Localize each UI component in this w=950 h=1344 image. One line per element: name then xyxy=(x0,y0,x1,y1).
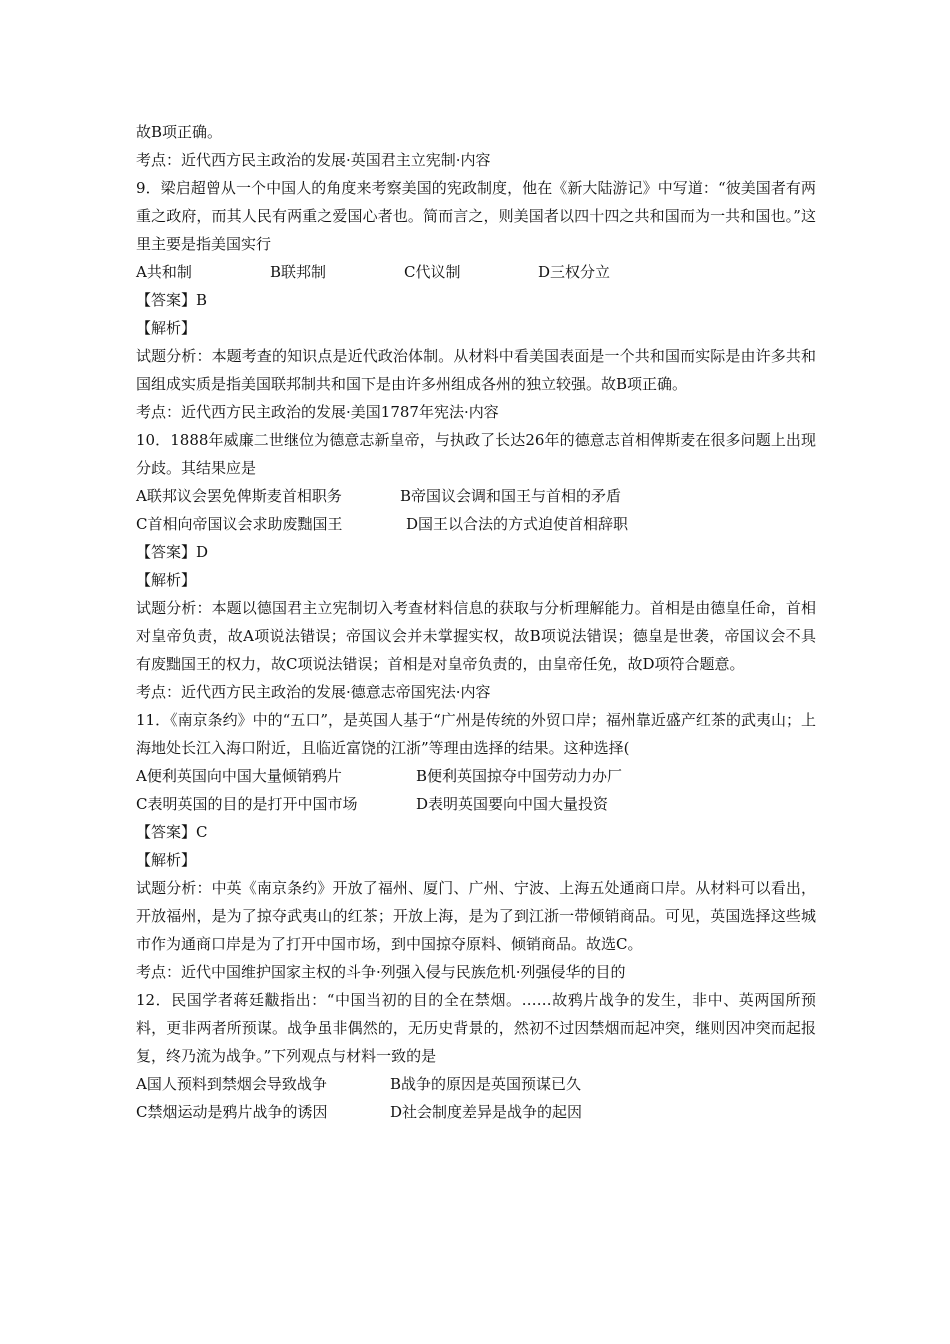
question-10-options-row-2 xyxy=(136,510,816,538)
option-a: A共和制 xyxy=(136,263,192,281)
question-10-stem: 10．1888年威廉二世继位为德意志新皇帝，与执政了长达26年的德意志首相俾斯麦在很多问题上出现分歧。其结果应是 xyxy=(136,431,816,477)
question-11-jiexi-label: 【解析】 xyxy=(136,851,197,869)
option-a: A便利英国向中国大量倾销鸦片 xyxy=(136,767,342,785)
question-11-analysis: 试题分析：中英《南京条约》开放了福州、厦门、广州、宁波、上海五处通商口岸。从材料可以看出，开放福州，是为了掠夺武夷山的红茶；开放上海，是为了到江浙一带倾销商品。可见，英国选择这些城市作为通商口岸是为了打开中国市场，到中国掠夺原料、倾销商品。故选C。 xyxy=(136,879,816,953)
question-11-stem: 11．《南京条约》中的“五口”，是英国人基于“广州是传统的外贸口岸；福州靠近盛产红茶的武夷山；上海地处长江入海口附近，且临近富饶的江浙”等理由选择的结果。这种选择( xyxy=(136,711,816,757)
question-12-options-row-1 xyxy=(136,1070,816,1098)
question-9-answer: 【答案】B xyxy=(136,291,208,309)
option-d: D三权分立 xyxy=(538,263,611,281)
question-10-options-row-1 xyxy=(136,482,816,510)
question-10-analysis: 试题分析：本题以德国君主立宪制切入考查材料信息的获取与分析理解能力。首相是由德皇任命，首相对皇帝负责，故A项说法错误；帝国议会并未掌握实权，故B项说法错误；德皇是世袭，帝国议会不具有废黜国王的权力，故C项说法错误；首相是对皇帝负责的，由皇帝任免，故D项符合题意。 xyxy=(136,599,816,673)
option-d: D国王以合法的方式迫使首相辞职 xyxy=(406,515,629,533)
option-c: C禁烟运动是鸦片战争的诱因 xyxy=(136,1103,328,1121)
question-10-answer: 【答案】D xyxy=(136,543,209,561)
question-9-kaodian: 考点：近代西方民主政治的发展·美国1787年宪法·内容 xyxy=(136,403,499,421)
option-d: D表明英国要向中国大量投资 xyxy=(416,795,609,813)
option-d: D社会制度差异是战争的起因 xyxy=(390,1103,583,1121)
option-c: C首相向帝国议会求助废黜国王 xyxy=(136,515,343,533)
question-10-kaodian: 考点：近代西方民主政治的发展·德意志帝国宪法·内容 xyxy=(136,683,491,701)
question-12-stem: 12．民国学者蒋廷黻指出：“中国当初的目的全在禁烟。……故鸦片战争的发生，非中、英两国所预料，更非两者所预谋。战争虽非偶然的，无历史背景的，然初不过因禁烟而起冲突，继则因冲突而起报复，终乃流为战争。”下列观点与材料一致的是 xyxy=(136,991,816,1065)
question-10-jiexi-label: 【解析】 xyxy=(136,571,197,589)
question-9-analysis: 试题分析：本题考查的知识点是近代政治体制。从材料中看美国表面是一个共和国而实际是由许多共和国组成实质是指美国联邦制共和国下是由许多州组成各州的独立较强。故B项正确。 xyxy=(136,347,816,393)
option-a: A联邦议会罢免俾斯麦首相职务 xyxy=(136,487,342,505)
question-9-stem: 9．梁启超曾从一个中国人的角度来考察美国的宪政制度，他在《新大陆游记》中写道：“彼美国者有两重之政府，而其人民有两重之爱国心者也。简而言之，则美国者以四十四之共和国而为一共和国也。”这里主要是指美国实行 xyxy=(136,179,816,253)
question-11-options-row-2 xyxy=(136,790,816,818)
option-c: C代议制 xyxy=(404,263,461,281)
option-b: B便利英国掠夺中国劳动力办厂 xyxy=(416,767,623,785)
question-12-options-row-2 xyxy=(136,1098,816,1126)
option-c: C表明英国的目的是打开中国市场 xyxy=(136,795,358,813)
option-b: B战争的原因是英国预谋已久 xyxy=(390,1075,582,1093)
option-b: B帝国议会调和国王与首相的矛盾 xyxy=(400,487,622,505)
question-9-options xyxy=(136,258,816,286)
document-body xyxy=(136,118,816,1126)
question-11-options-row-1 xyxy=(136,762,816,790)
option-b: B联邦制 xyxy=(270,263,327,281)
option-a: A国人预料到禁烟会导致战争 xyxy=(136,1075,327,1093)
kaodian-line: 考点：近代西方民主政治的发展·英国君主立宪制·内容 xyxy=(136,151,491,169)
question-11-answer: 【答案】C xyxy=(136,823,208,841)
conclusion-line: 故B项正确。 xyxy=(136,123,223,141)
question-9-jiexi-label: 【解析】 xyxy=(136,319,197,337)
question-11-kaodian: 考点：近代中国维护国家主权的斗争·列强入侵与民族危机·列强侵华的目的 xyxy=(136,963,626,981)
